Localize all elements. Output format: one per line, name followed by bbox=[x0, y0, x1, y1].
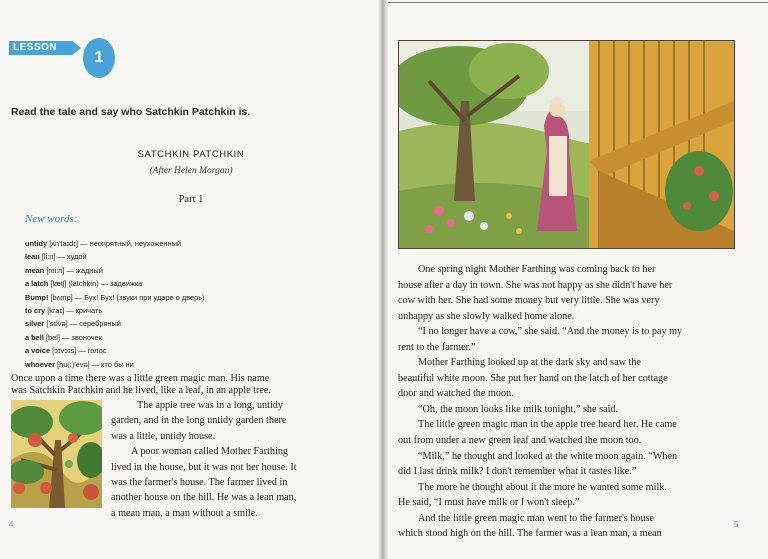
mother-farthing-illustration bbox=[398, 40, 735, 249]
text-line: The little green magic man in the apple tree heard her. He came bbox=[418, 419, 677, 431]
text-line: And the little green magic man went to the farmer's house bbox=[418, 512, 655, 524]
story-continuation-text bbox=[398, 262, 738, 542]
page-number-right: 5 bbox=[734, 520, 739, 529]
vocab-item: a bell [bel] — звоночек bbox=[25, 332, 102, 342]
text-line: A poor woman called Mother Farthing bbox=[131, 446, 289, 458]
new-words-heading: New words: bbox=[25, 213, 78, 225]
vocab-item: untidy [ʌn'taɪdɪ] — неопрятный, неухоженный bbox=[25, 239, 182, 248]
page-number-left: 4 bbox=[9, 520, 14, 529]
story-subtitle: (After Helen Morgan) bbox=[149, 166, 233, 176]
text-line: One spring night Mother Farthing was coming back to her bbox=[418, 264, 656, 275]
text-line: beautiful white moon. She put her hand on the latch of her cottage bbox=[398, 372, 668, 384]
text-line: The more he thought about it the more he wanted some milk. bbox=[418, 481, 667, 493]
vocab-item: a latch [lætʃ] (latchkin) — задвижка bbox=[25, 279, 143, 289]
text-line: cow with her. She had some money but very little. She was very bbox=[398, 295, 660, 307]
text-line: The apple tree was in a long, untidy bbox=[137, 400, 283, 411]
text-line: Once upon a time there was a little green magic man. His name bbox=[11, 373, 270, 384]
vocab-item: to cry [kraɪ] — кричать bbox=[25, 305, 103, 315]
book-gutter bbox=[378, 0, 388, 559]
vocab-item: mean [mi:n] — жадный bbox=[25, 265, 103, 275]
text-line: out from under a new green leaf and watched the moon too. bbox=[398, 435, 642, 447]
text-line: which stood high on the hill. The farmer was a lean man, a mean bbox=[398, 528, 662, 540]
text-line: door and watched the moon. bbox=[398, 388, 514, 400]
text-line: was a little, untidy house. bbox=[111, 430, 216, 442]
story-wrapped-text bbox=[111, 398, 347, 521]
story-title: SATCHKIN PATCHKIN bbox=[137, 149, 245, 160]
vocab-item: silver ['sɪlvə] — серебряный bbox=[25, 319, 121, 329]
vocab-item: lean [li:n] — худой bbox=[25, 252, 87, 262]
text-line: garden, and in the long untidy garden there bbox=[111, 415, 287, 427]
text-line: unhappy as she slowly walked home alone. bbox=[398, 310, 575, 322]
text-line: “Oh, the moon looks like milk tonight,” she said. bbox=[418, 403, 619, 415]
text-line: “Milk,” he thought and looked at the white moon again. “When bbox=[418, 450, 678, 462]
vocab-item: a voice [ɔɪvɔɪs] — голос bbox=[25, 346, 107, 356]
vocabulary-list bbox=[25, 237, 205, 371]
text-line: another house on the hill. He was a lean man, bbox=[111, 492, 297, 504]
text-line: a mean man, a man without a smile. bbox=[111, 507, 258, 519]
text-line: “I no longer have a cow,” she said. “And the money is to pay my bbox=[418, 326, 683, 338]
vocab-item: whoever [hu(:)'evə] — кто бы ни bbox=[25, 359, 134, 369]
lesson-label: LESSON bbox=[13, 42, 58, 53]
text-line: Mother Farthing looked up at the dark sky and saw the bbox=[418, 357, 641, 369]
story-intro-text bbox=[11, 373, 353, 398]
text-line: He said, “I must have milk or I won't sleep.” bbox=[398, 497, 580, 509]
text-line: rent to the farmer.” bbox=[398, 341, 476, 353]
text-line: lived in the house, but it was not her house. It bbox=[111, 461, 297, 473]
text-line: was Satchkin Patchkin and he lived, like a leaf, in an apple tree. bbox=[11, 385, 271, 397]
story-part: Part 1 bbox=[178, 194, 204, 205]
instruction: Read the tale and say who Satchkin Patchkin is. bbox=[11, 106, 251, 118]
vocab-item: Bump! [bʌmp] — Бух! Бух! (звуки при ударе о дверь) bbox=[25, 292, 205, 302]
apple-tree-illustration bbox=[11, 400, 102, 508]
text-line: was the farmer's house. The farmer lived in bbox=[111, 476, 288, 488]
text-line: did I last drink milk? I don't remember what it tastes like.” bbox=[398, 466, 637, 478]
lesson-number: 1 bbox=[94, 49, 104, 66]
text-line: house after a day in town. She was not happy as she didn't have her bbox=[398, 279, 673, 291]
